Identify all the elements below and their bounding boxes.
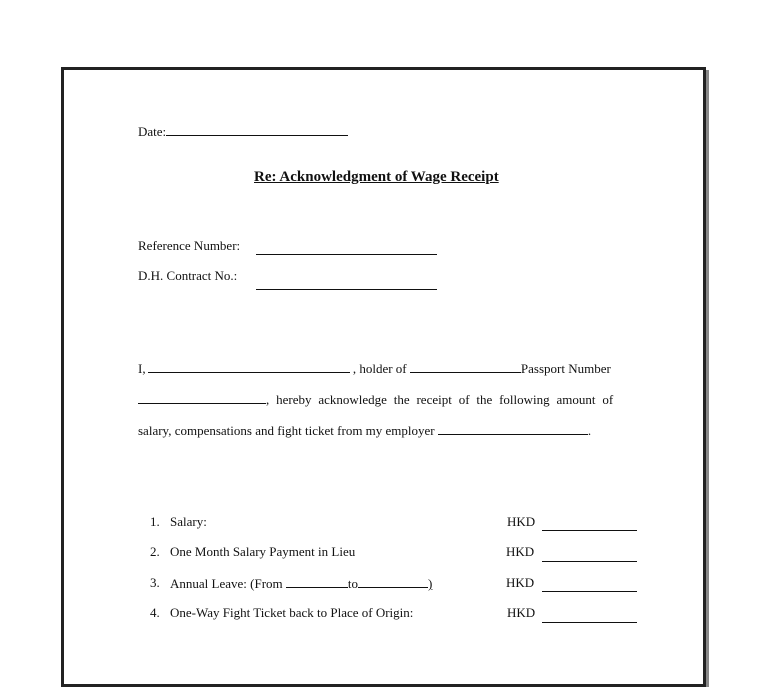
para-period: .	[587, 423, 592, 438]
annual-leave-amount-field[interactable]	[542, 591, 637, 592]
contract-label: D.H. Contract No.:	[138, 268, 238, 283]
para-holder: , holder of	[352, 361, 407, 376]
date-label: Date:	[138, 124, 167, 139]
annual-leave-to: to	[347, 576, 359, 591]
item-number: 4.	[150, 605, 160, 620]
item-label: One-Way Fight Ticket back to Place of Origin:	[170, 605, 414, 620]
para-i: I,	[138, 361, 146, 376]
employer-field[interactable]	[438, 422, 588, 435]
document-page	[61, 67, 706, 687]
paragraph-line-2	[138, 391, 640, 408]
item-label	[170, 575, 432, 592]
date-field[interactable]	[166, 123, 348, 136]
lieu-amount-field[interactable]	[542, 561, 637, 562]
salary-amount-field[interactable]	[542, 530, 637, 531]
item-label: One Month Salary Payment in Lieu	[170, 544, 356, 559]
para-salary: salary, compensations and fight ticket from my employer	[138, 423, 435, 438]
passport-field[interactable]	[138, 391, 266, 404]
currency-label: HKD	[506, 575, 535, 590]
leave-to-field[interactable]	[358, 575, 428, 588]
item-label: Salary:	[170, 514, 207, 529]
contract-field[interactable]	[256, 289, 437, 290]
page-title: Re: Acknowledgment of Wage Receipt	[254, 169, 499, 185]
reference-field[interactable]	[256, 254, 437, 255]
para-acknowledge: , hereby acknowledge the receipt of the following amount of	[266, 392, 614, 407]
item-number: 2.	[150, 544, 160, 559]
annual-leave-prefix: Annual Leave: (From	[170, 576, 283, 591]
currency-label: HKD	[507, 514, 536, 529]
item-number: 1.	[150, 514, 160, 529]
item-number: 3.	[150, 575, 160, 590]
annual-leave-end: )	[428, 576, 433, 591]
currency-label: HKD	[507, 605, 536, 620]
leave-from-field[interactable]	[286, 575, 348, 588]
currency-label: HKD	[506, 544, 535, 559]
ticket-amount-field[interactable]	[542, 622, 637, 623]
name-field[interactable]	[148, 360, 350, 373]
reference-label: Reference Number:	[138, 238, 241, 253]
date-row	[138, 123, 348, 140]
paragraph-line-1	[138, 360, 611, 377]
para-passport: Passport Number	[520, 361, 611, 376]
nationality-field[interactable]	[410, 360, 521, 373]
paragraph-line-3	[138, 422, 591, 439]
